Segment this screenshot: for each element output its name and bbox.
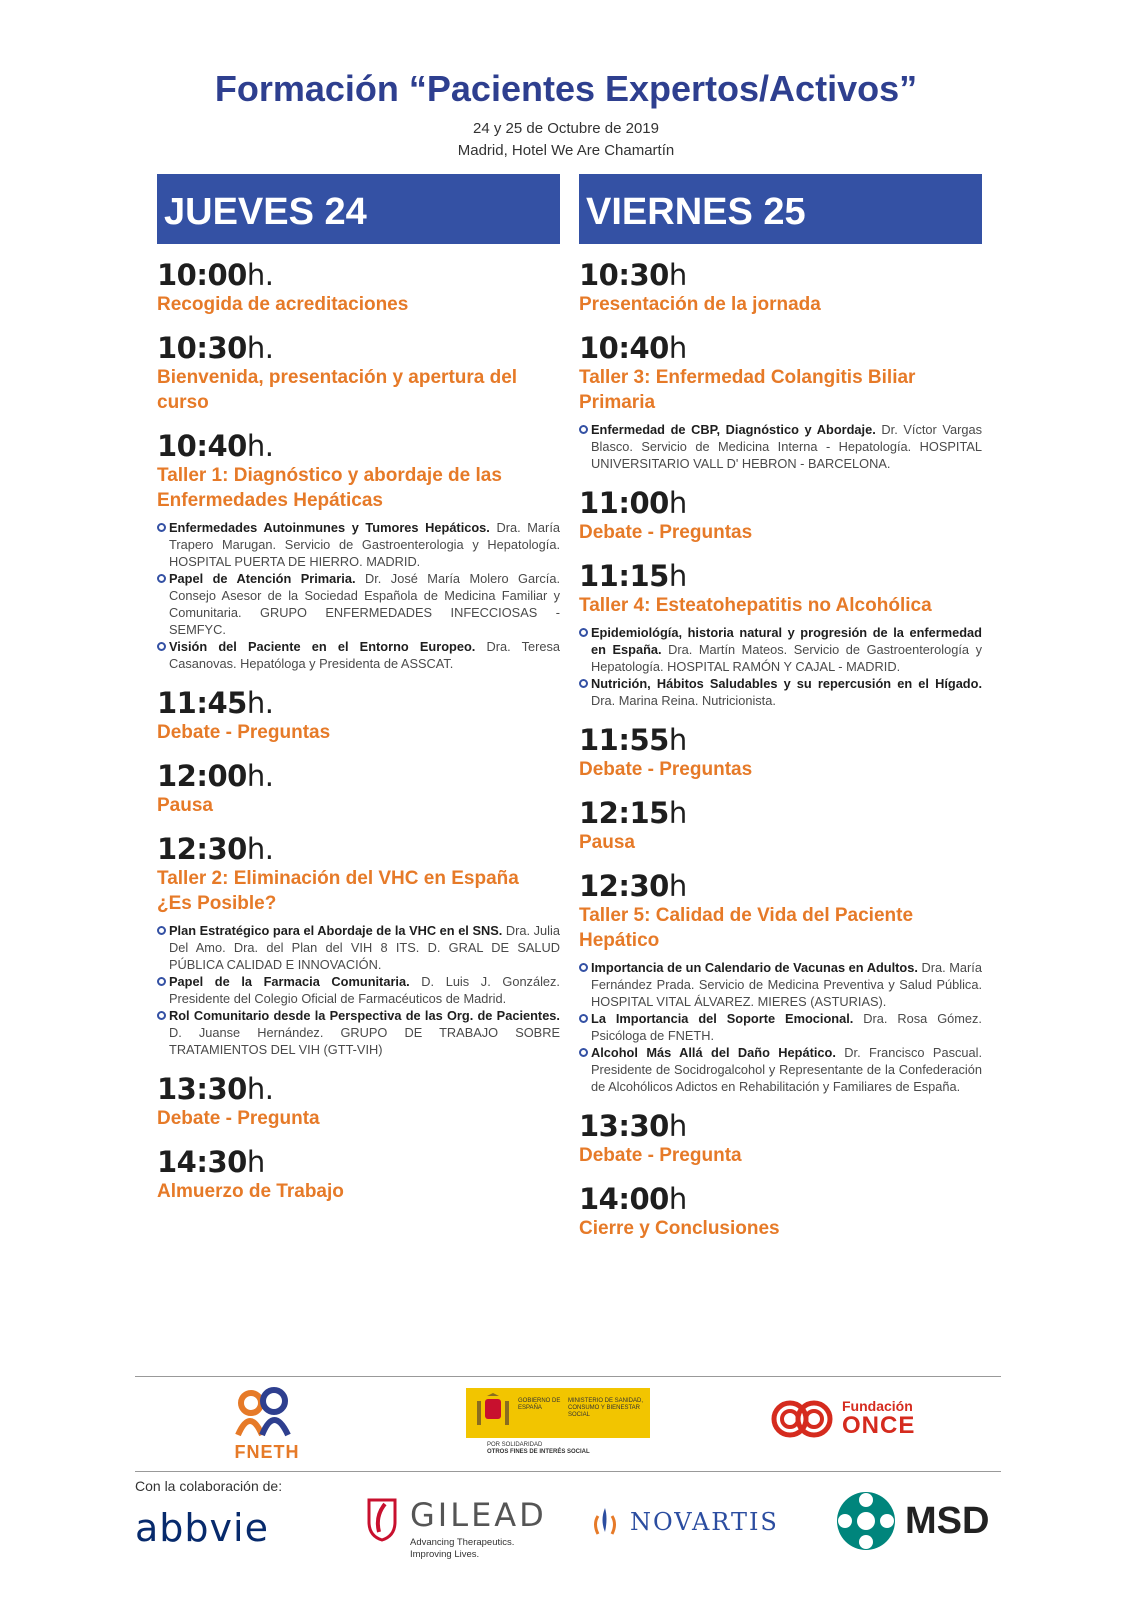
schedule-item xyxy=(157,686,560,745)
talk-title: Alcohol Más Allá del Daño Hepático. xyxy=(591,1045,836,1060)
time-label xyxy=(579,331,982,365)
session-title xyxy=(579,520,982,545)
time-label xyxy=(579,796,982,830)
talk-title: Enfermedades Autoinmunes y Tumores Hepáticos. xyxy=(169,520,490,535)
talk-title: Papel de Atención Primaria. xyxy=(169,571,356,586)
time-suffix: h xyxy=(668,1182,687,1216)
schedule-item xyxy=(579,796,982,855)
gilead-logo: GILEAD xyxy=(410,1496,547,1534)
time-value: 14:30 xyxy=(157,1145,247,1179)
talk-title: Plan Estratégico para el Abordaje de la VHC en el SNS. xyxy=(169,923,503,938)
time-value: 12:30 xyxy=(157,832,247,866)
session-title-line: Cierre y Conclusiones xyxy=(579,1218,780,1239)
session-title-line: Taller 1: Diagnóstico y abordaje de las xyxy=(157,465,502,486)
event-date: 24 y 25 de Octubre de 2019 xyxy=(473,120,659,137)
gobierno-logo xyxy=(466,1388,650,1438)
time-value: 10:40 xyxy=(157,429,247,463)
schedule-item xyxy=(579,559,982,709)
talk-speaker: D. Juanse Hernández. GRUPO DE TRABAJO SOBRE TRATAMIENTOS DEL VIH (GTT-VIH) xyxy=(169,1025,560,1057)
gilead-mark-icon xyxy=(365,1496,399,1542)
time-value: 12:15 xyxy=(579,796,669,830)
talk-item xyxy=(157,638,560,672)
bullet-icon xyxy=(579,679,588,688)
bullet-icon xyxy=(579,963,588,972)
session-title xyxy=(579,903,982,953)
talk-title: Nutrición, Hábitos Saludables y su repercusión en el Hígado. xyxy=(591,676,982,691)
novartis-logo: NOVARTIS xyxy=(630,1508,779,1536)
schedule-item xyxy=(157,1072,560,1131)
session-title xyxy=(157,365,560,415)
session-title xyxy=(579,830,982,855)
schedule-item xyxy=(157,1145,560,1204)
session-title xyxy=(157,720,560,745)
talk-item xyxy=(579,675,982,709)
session-title xyxy=(579,757,982,782)
session-title-line: Taller 5: Calidad de Vida del Paciente xyxy=(579,905,914,926)
time-value: 13:30 xyxy=(579,1109,669,1143)
time-value: 10:30 xyxy=(157,331,247,365)
fneth-emblem-icon xyxy=(222,1385,312,1441)
coat-of-arms-icon xyxy=(471,1393,515,1433)
time-suffix: h xyxy=(246,1145,265,1179)
time-value: 14:00 xyxy=(579,1182,669,1216)
time-suffix: h xyxy=(668,486,687,520)
bullet-icon xyxy=(157,977,166,986)
session-title-line: Taller 3: Enfermedad Colangitis Biliar xyxy=(579,367,916,388)
solidaridad-text xyxy=(487,1442,590,1456)
day-column-friday xyxy=(579,174,982,1241)
talk-title: Importancia de un Calendario de Vacunas en Adultos. xyxy=(591,960,918,975)
talk-title: Visión del Paciente en el Entorno Europeo. xyxy=(169,639,476,654)
time-label xyxy=(157,832,560,866)
time-label xyxy=(157,258,560,292)
talk-speaker: D. Luis J. González. Presidente del Colegio Oficial de Farmacéuticos de Madrid. xyxy=(169,974,560,1006)
schedule-item xyxy=(579,1109,982,1168)
session-title-line: Debate - Preguntas xyxy=(579,759,753,780)
talk-title: La Importancia del Soporte Emocional. xyxy=(591,1011,854,1026)
talk-title: Enfermedad de CBP, Diagnóstico y Abordaje. xyxy=(591,422,876,437)
session-details xyxy=(579,624,982,709)
bullet-icon xyxy=(579,1048,588,1057)
session-title xyxy=(579,292,982,317)
fneth-wordmark: FNETH xyxy=(234,1442,300,1462)
schedule-item xyxy=(157,429,560,672)
gilead-tagline xyxy=(410,1537,514,1561)
time-suffix: h. xyxy=(246,832,274,866)
talk-title: Papel de la Farmacia Comunitaria. xyxy=(169,974,410,989)
time-label xyxy=(157,686,560,720)
session-title-line: Pausa xyxy=(579,832,635,853)
fundacion-once-logo xyxy=(770,1396,950,1444)
talk-speaker: Dra. María Fernández Prada. Servicio de Medicina Preventiva y Salud Pública. HOSPITAL VITAL ÁLVAREZ. MIERES (ASTURIAS). xyxy=(591,960,982,1009)
talk-item xyxy=(157,1007,560,1058)
talk-title: Rol Comunitario desde la Perspectiva de las Org. de Pacientes. xyxy=(169,1008,560,1023)
time-suffix: h xyxy=(668,723,687,757)
talk-speaker: Dra. Julia Del Amo. Dra. del Plan del VIH 8 ITS. D. GRAL DE SALUD PÚBLICA CALIDAD E INNOVACIÓN. xyxy=(169,923,560,972)
talk-item xyxy=(579,624,982,675)
talk-speaker: Dr. Víctor Vargas Blasco. Servicio de Medicina Interna - Hepatología. HOSPITAL UNIVERSITARIO VALL D' HEBRON - BARCELONA. xyxy=(591,422,983,471)
schedule-item xyxy=(157,331,560,415)
talk-item xyxy=(157,973,560,1007)
schedule-item xyxy=(157,258,560,317)
gobierno-text: GOBIERNO DE ESPAÑA xyxy=(518,1398,561,1411)
day-column-thursday xyxy=(157,174,560,1204)
solidaridad-line-2: OTROS FINES DE INTERÉS SOCIAL xyxy=(487,1449,590,1455)
session-title xyxy=(157,463,560,513)
talk-speaker: Dra. Teresa Casanovas. Hepatóloga y Presidenta de ASSCAT. xyxy=(169,639,560,671)
time-value: 11:45 xyxy=(157,686,247,720)
bullet-icon xyxy=(579,425,588,434)
time-suffix: h xyxy=(668,1109,687,1143)
time-value: 11:00 xyxy=(579,486,669,520)
once-rings-icon xyxy=(770,1396,836,1442)
time-label xyxy=(157,1072,560,1106)
schedule-item xyxy=(579,723,982,782)
once-fundacion-text: Fundación xyxy=(842,1398,913,1414)
session-title-line: curso xyxy=(157,392,209,413)
schedule-item xyxy=(579,486,982,545)
session-title xyxy=(157,1179,560,1204)
time-label xyxy=(579,486,982,520)
time-suffix: h. xyxy=(246,686,274,720)
session-title-line: Debate - Preguntas xyxy=(157,722,331,743)
bullet-icon xyxy=(579,1014,588,1023)
session-title xyxy=(579,365,982,415)
session-details xyxy=(157,519,560,672)
time-label xyxy=(579,869,982,903)
talk-item xyxy=(579,959,982,1010)
time-value: 13:30 xyxy=(157,1072,247,1106)
time-label xyxy=(157,331,560,365)
talk-item xyxy=(579,1044,982,1095)
session-title xyxy=(157,292,560,317)
session-title-line: Taller 2: Eliminación del VHC en España xyxy=(157,868,519,889)
time-value: 10:40 xyxy=(579,331,669,365)
schedule-item xyxy=(157,832,560,1058)
time-label xyxy=(157,1145,560,1179)
bullet-icon xyxy=(157,642,166,651)
bullet-icon xyxy=(157,523,166,532)
time-suffix: h. xyxy=(246,258,274,292)
msd-logo: MSD xyxy=(905,1500,990,1542)
talk-title: Epidemiológía, historia natural y progresión de la enfermedad en España. xyxy=(591,625,982,657)
talk-item xyxy=(579,1010,982,1044)
time-value: 12:00 xyxy=(157,759,247,793)
solidaridad-line-1: POR SOLIDARIDAD xyxy=(487,1442,543,1448)
session-title xyxy=(579,593,982,618)
time-suffix: h. xyxy=(246,759,274,793)
session-title-line: Almuerzo de Trabajo xyxy=(157,1181,344,1202)
time-suffix: h. xyxy=(246,429,274,463)
time-label xyxy=(579,559,982,593)
once-wordmark: ONCE xyxy=(842,1412,916,1439)
session-title xyxy=(157,1106,560,1131)
time-suffix: h xyxy=(668,869,687,903)
divider xyxy=(135,1376,1001,1377)
time-label xyxy=(579,1182,982,1216)
session-title-line: Debate - Pregunta xyxy=(579,1145,742,1166)
session-title-line: Primaria xyxy=(579,392,656,413)
time-value: 11:55 xyxy=(579,723,669,757)
day-header: VIERNES 25 xyxy=(579,174,982,244)
time-value: 12:30 xyxy=(579,869,669,903)
talk-speaker: Dr. Francisco Pascual. Presidente de Socidrogalcohol y Representante de la Confederación de Alcohólicos Adictos en Rehabilitación y Familiares de España. xyxy=(591,1045,982,1094)
time-suffix: h xyxy=(668,331,687,365)
time-suffix: h xyxy=(668,258,687,292)
session-title xyxy=(157,793,560,818)
time-label xyxy=(157,429,560,463)
divider xyxy=(135,1471,1001,1472)
schedule-item xyxy=(579,869,982,1095)
session-title-line: Taller 4: Esteatohepatitis no Alcohólica xyxy=(579,595,932,616)
fneth-logo xyxy=(222,1385,312,1463)
time-suffix: h. xyxy=(246,331,274,365)
session-details xyxy=(579,421,982,472)
schedule-item xyxy=(579,258,982,317)
bullet-icon xyxy=(157,926,166,935)
talk-speaker: Dra. María Trapero Marugan. Servicio de Gastroenterologia y Hepatología. HOSPITAL PUERTA DE HIERRO. MADRID. xyxy=(169,520,560,569)
talk-item xyxy=(579,421,982,472)
session-title-line: Presentación de la jornada xyxy=(579,294,821,315)
schedule-item xyxy=(157,759,560,818)
time-label xyxy=(579,1109,982,1143)
talk-item xyxy=(157,922,560,973)
session-title-line: Hepático xyxy=(579,930,660,951)
page-title: Formación “Pacientes Expertos/Activos” xyxy=(214,68,918,109)
session-title-line: ¿Es Posible? xyxy=(157,893,277,914)
session-title-line: Enfermedades Hepáticas xyxy=(157,490,383,511)
time-suffix: h. xyxy=(246,1072,274,1106)
gilead-tagline-1: Advancing Therapeutics. xyxy=(410,1537,515,1548)
gilead-tagline-2: Improving Lives. xyxy=(410,1549,480,1560)
bullet-icon xyxy=(579,628,588,637)
talk-speaker: Dra. Martín Mateos. Servicio de Gastroenterología y Hepatología. HOSPITAL RAMÓN Y CAJAL - MADRID. xyxy=(591,642,982,674)
talk-item xyxy=(157,519,560,570)
time-suffix: h xyxy=(668,559,687,593)
ministerio-text: MINISTERIO DE SANIDAD, CONSUMO Y BIENESTAR SOCIAL xyxy=(568,1398,644,1418)
session-title xyxy=(579,1143,982,1168)
talk-item xyxy=(157,570,560,638)
day-header: JUEVES 24 xyxy=(157,174,560,244)
event-venue: Madrid, Hotel We Are Chamartín xyxy=(457,142,675,159)
time-label xyxy=(579,723,982,757)
schedule-item xyxy=(579,1182,982,1241)
time-label xyxy=(157,759,560,793)
time-value: 10:30 xyxy=(579,258,669,292)
collaboration-label: Con la colaboración de: xyxy=(135,1478,283,1494)
session-title xyxy=(157,866,560,916)
time-suffix: h xyxy=(668,796,687,830)
abbvie-logo: abbvie xyxy=(135,1506,269,1550)
session-title-line: Debate - Preguntas xyxy=(579,522,753,543)
session-title xyxy=(579,1216,982,1241)
bullet-icon xyxy=(157,1011,166,1020)
talk-speaker: Dra. Marina Reina. Nutricionista. xyxy=(591,693,776,708)
session-details xyxy=(579,959,982,1095)
time-value: 10:00 xyxy=(157,258,247,292)
schedule-item xyxy=(579,331,982,472)
session-details xyxy=(157,922,560,1058)
bullet-icon xyxy=(157,574,166,583)
time-label xyxy=(579,258,982,292)
talk-speaker: Dr. José María Molero García. Consejo Asesor de la Sociedad Española de Medicina Familiar y Comunitaria. GRUPO ENFERMEDADES INFECCIOSAS - SEMFYC. xyxy=(169,571,560,637)
session-title-line: Bienvenida, presentación y apertura del xyxy=(157,367,518,388)
session-title-line: Debate - Pregunta xyxy=(157,1108,320,1129)
session-title-line: Recogida de acreditaciones xyxy=(157,294,409,315)
msd-mark-icon xyxy=(836,1491,896,1551)
talk-speaker: Dra. Rosa Gómez. Psicóloga de FNETH. xyxy=(591,1011,982,1043)
time-value: 11:15 xyxy=(579,559,669,593)
novartis-flame-icon xyxy=(592,1506,618,1536)
session-title-line: Pausa xyxy=(157,795,213,816)
